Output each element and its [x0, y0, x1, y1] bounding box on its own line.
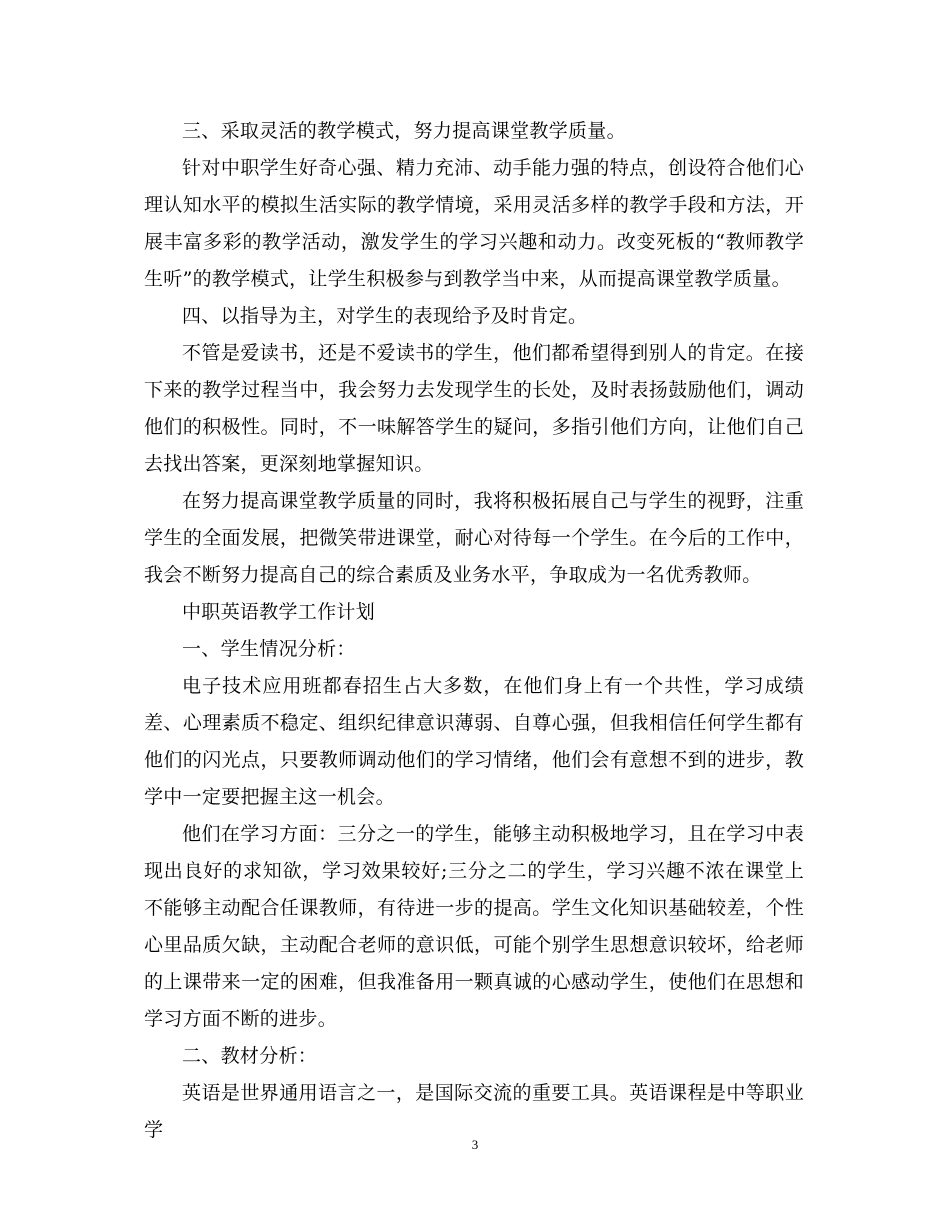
paragraph: 在努力提高课堂教学质量的同时，我将积极拓展自己与学生的视野，注重学生的全面发展，把微笑带进课堂，耐心对待每一个学生。在今后的工作中，我会不断努力提高自己的综合素质及业务水平，争取成为一名优秀教师。 — [144, 490, 804, 586]
paragraph: 针对中职学生好奇心强、精力充沛、动手能力强的特点，创设符合他们心理认知水平的模拟生活实际的教学情境，采用灵活多样的教学手段和方法，开展丰富多彩的教学活动，激发学生的学习兴趣和动力。改变死板的“教师教学生听”的教学模式，让学生积极参与到教学当中来，从而提高课堂教学质量。 — [144, 157, 804, 290]
paragraph: 他们在学习方面：三分之一的学生，能够主动积极地学习，且在学习中表现出良好的求知欲，学习效果较好;三分之二的学生，学习兴趣不浓在课堂上不能够主动配合任课教师，有待进一步的提高。学生文化知识基础较差，个性心里品质欠缺，主动配合老师的意识低，可能个别学生思想意识较坏，给老师的上课带来一定的困难，但我准备用一颗真诚的心感动学生，使他们在思想和学习方面不断的进步。 — [144, 823, 804, 1030]
section-heading-3: 三、采取灵活的教学模式，努力提高课堂教学质量。 — [182, 120, 626, 142]
section-heading-2: 二、教材分析： — [182, 1045, 318, 1067]
section-heading-4: 四、以指导为主，对学生的表现给予及时肯定。 — [182, 305, 588, 327]
section-heading-1: 一、学生情况分析： — [182, 638, 356, 660]
document-body — [144, 113, 804, 1149]
paragraph: 英语是世界通用语言之一，是国际交流的重要工具。英语课程是中等职业学 — [144, 1082, 804, 1141]
page-number: 3 — [471, 1137, 479, 1152]
paragraph: 不管是爱读书，还是不爱读书的学生，他们都希望得到别人的肯定。在接下来的教学过程当中，我会努力去发现学生的长处，及时表扬鼓励他们，调动他们的积极性。同时，不一味解答学生的疑问，多指引他们方向，让他们自己去找出答案，更深刻地掌握知识。 — [144, 342, 804, 475]
paragraph: 电子技术应用班都春招生占大多数，在他们身上有一个共性，学习成绩差、心理素质不稳定、组织纪律意识薄弱、自尊心强，但我相信任何学生都有他们的闪光点，只要教师调动他们的学习情绪，他们会有意想不到的进步，教学中一定要把握主这一机会。 — [144, 675, 804, 808]
document-title: 中职英语教学工作计划 — [182, 601, 376, 623]
